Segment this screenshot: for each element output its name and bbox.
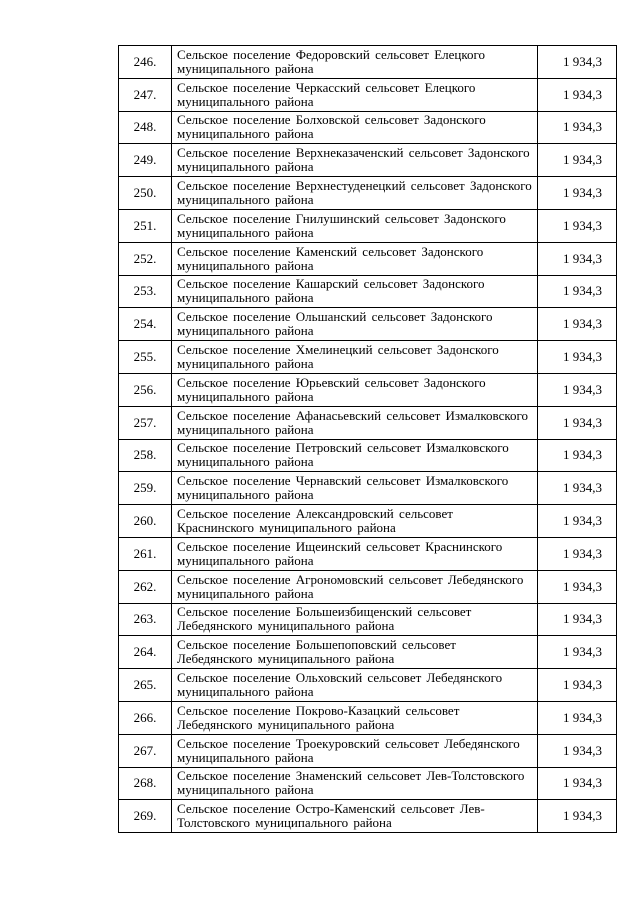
- table-row: [119, 46, 617, 79]
- table-row: [119, 373, 617, 406]
- table-row: [119, 177, 617, 210]
- row-number: 254.: [119, 308, 172, 341]
- row-number: 257.: [119, 406, 172, 439]
- settlement-name: Сельское поселение Хмелинецкий сельсовет Задонского муниципального района: [172, 341, 538, 374]
- row-number: 252.: [119, 242, 172, 275]
- settlement-name: Сельское поселение Остро-Каменский сельсовет Лев-Толстовского муниципального района: [172, 800, 538, 833]
- row-number: 264.: [119, 636, 172, 669]
- amount-value: 1 934,3: [538, 472, 617, 505]
- table-row: [119, 734, 617, 767]
- amount-value: 1 934,3: [538, 603, 617, 636]
- settlement-name: Сельское поселение Гнилушинский сельсовет Задонского муниципального района: [172, 209, 538, 242]
- settlement-name: Сельское поселение Кашарский сельсовет Задонского муниципального района: [172, 275, 538, 308]
- amount-value: 1 934,3: [538, 505, 617, 538]
- settlement-name: Сельское поселение Агрономовский сельсовет Лебедянского муниципального района: [172, 570, 538, 603]
- settlement-name: Сельское поселение Ищеинский сельсовет Краснинского муниципального района: [172, 537, 538, 570]
- table-body: [119, 46, 617, 833]
- row-number: 269.: [119, 800, 172, 833]
- settlement-name: Сельское поселение Верхнестуденецкий сельсовет Задонского муниципального района: [172, 177, 538, 210]
- row-number: 261.: [119, 537, 172, 570]
- amount-value: 1 934,3: [538, 209, 617, 242]
- table-row: [119, 701, 617, 734]
- table-row: [119, 242, 617, 275]
- amount-value: 1 934,3: [538, 570, 617, 603]
- row-number: 248.: [119, 111, 172, 144]
- table-row: [119, 505, 617, 538]
- amount-value: 1 934,3: [538, 734, 617, 767]
- row-number: 246.: [119, 46, 172, 79]
- table-row: [119, 570, 617, 603]
- table-row: [119, 800, 617, 833]
- settlement-name: Сельское поселение Знаменский сельсовет Лев-Толстовского муниципального района: [172, 767, 538, 800]
- row-number: 262.: [119, 570, 172, 603]
- row-number: 266.: [119, 701, 172, 734]
- amount-value: 1 934,3: [538, 242, 617, 275]
- row-number: 253.: [119, 275, 172, 308]
- settlement-name: Сельское поселение Чернавский сельсовет Измалковского муниципального района: [172, 472, 538, 505]
- amount-value: 1 934,3: [538, 144, 617, 177]
- settlement-name: Сельское поселение Верхнеказаченский сельсовет Задонского муниципального района: [172, 144, 538, 177]
- table-row: [119, 111, 617, 144]
- table-row: [119, 669, 617, 702]
- amount-value: 1 934,3: [538, 373, 617, 406]
- row-number: 259.: [119, 472, 172, 505]
- row-number: 267.: [119, 734, 172, 767]
- amount-value: 1 934,3: [538, 341, 617, 374]
- table-row: [119, 144, 617, 177]
- amount-value: 1 934,3: [538, 701, 617, 734]
- settlement-name: Сельское поселение Троекуровский сельсовет Лебедянского муниципального района: [172, 734, 538, 767]
- settlement-name: Сельское поселение Болховской сельсовет Задонского муниципального района: [172, 111, 538, 144]
- table-row: [119, 537, 617, 570]
- amount-value: 1 934,3: [538, 406, 617, 439]
- row-number: 247.: [119, 78, 172, 111]
- amount-value: 1 934,3: [538, 78, 617, 111]
- settlement-name: Сельское поселение Юрьевский сельсовет Задонского муниципального района: [172, 373, 538, 406]
- settlement-name: Сельское поселение Ольшанский сельсовет Задонского муниципального района: [172, 308, 538, 341]
- settlement-name: Сельское поселение Федоровский сельсовет Елецкого муниципального района: [172, 46, 538, 79]
- settlement-name: Сельское поселение Черкасский сельсовет Елецкого муниципального района: [172, 78, 538, 111]
- settlement-name: Сельское поселение Большеизбищенский сельсовет Лебедянского муниципального района: [172, 603, 538, 636]
- settlements-table: [118, 45, 617, 833]
- row-number: 251.: [119, 209, 172, 242]
- table-row: [119, 275, 617, 308]
- amount-value: 1 934,3: [538, 636, 617, 669]
- table-row: [119, 78, 617, 111]
- table-row: [119, 308, 617, 341]
- settlement-name: Сельское поселение Покрово-Казацкий сельсовет Лебедянского муниципального района: [172, 701, 538, 734]
- table-row: [119, 472, 617, 505]
- amount-value: 1 934,3: [538, 275, 617, 308]
- amount-value: 1 934,3: [538, 111, 617, 144]
- row-number: 255.: [119, 341, 172, 374]
- table-row: [119, 636, 617, 669]
- table-row: [119, 439, 617, 472]
- row-number: 260.: [119, 505, 172, 538]
- table-row: [119, 406, 617, 439]
- table-row: [119, 603, 617, 636]
- table-row: [119, 767, 617, 800]
- row-number: 249.: [119, 144, 172, 177]
- amount-value: 1 934,3: [538, 439, 617, 472]
- amount-value: 1 934,3: [538, 177, 617, 210]
- settlement-name: Сельское поселение Каменский сельсовет Задонского муниципального района: [172, 242, 538, 275]
- amount-value: 1 934,3: [538, 800, 617, 833]
- settlement-name: Сельское поселение Ольховский сельсовет Лебедянского муниципального района: [172, 669, 538, 702]
- table-row: [119, 209, 617, 242]
- amount-value: 1 934,3: [538, 669, 617, 702]
- amount-value: 1 934,3: [538, 46, 617, 79]
- amount-value: 1 934,3: [538, 308, 617, 341]
- amount-value: 1 934,3: [538, 537, 617, 570]
- amount-value: 1 934,3: [538, 767, 617, 800]
- settlement-name: Сельское поселение Александровский сельсовет Краснинского муниципального района: [172, 505, 538, 538]
- row-number: 263.: [119, 603, 172, 636]
- row-number: 268.: [119, 767, 172, 800]
- table-row: [119, 341, 617, 374]
- row-number: 256.: [119, 373, 172, 406]
- row-number: 258.: [119, 439, 172, 472]
- row-number: 250.: [119, 177, 172, 210]
- settlement-name: Сельское поселение Петровский сельсовет Измалковского муниципального района: [172, 439, 538, 472]
- row-number: 265.: [119, 669, 172, 702]
- settlement-name: Сельское поселение Большепоповский сельсовет Лебедянского муниципального района: [172, 636, 538, 669]
- settlement-name: Сельское поселение Афанасьевский сельсовет Измалковского муниципального района: [172, 406, 538, 439]
